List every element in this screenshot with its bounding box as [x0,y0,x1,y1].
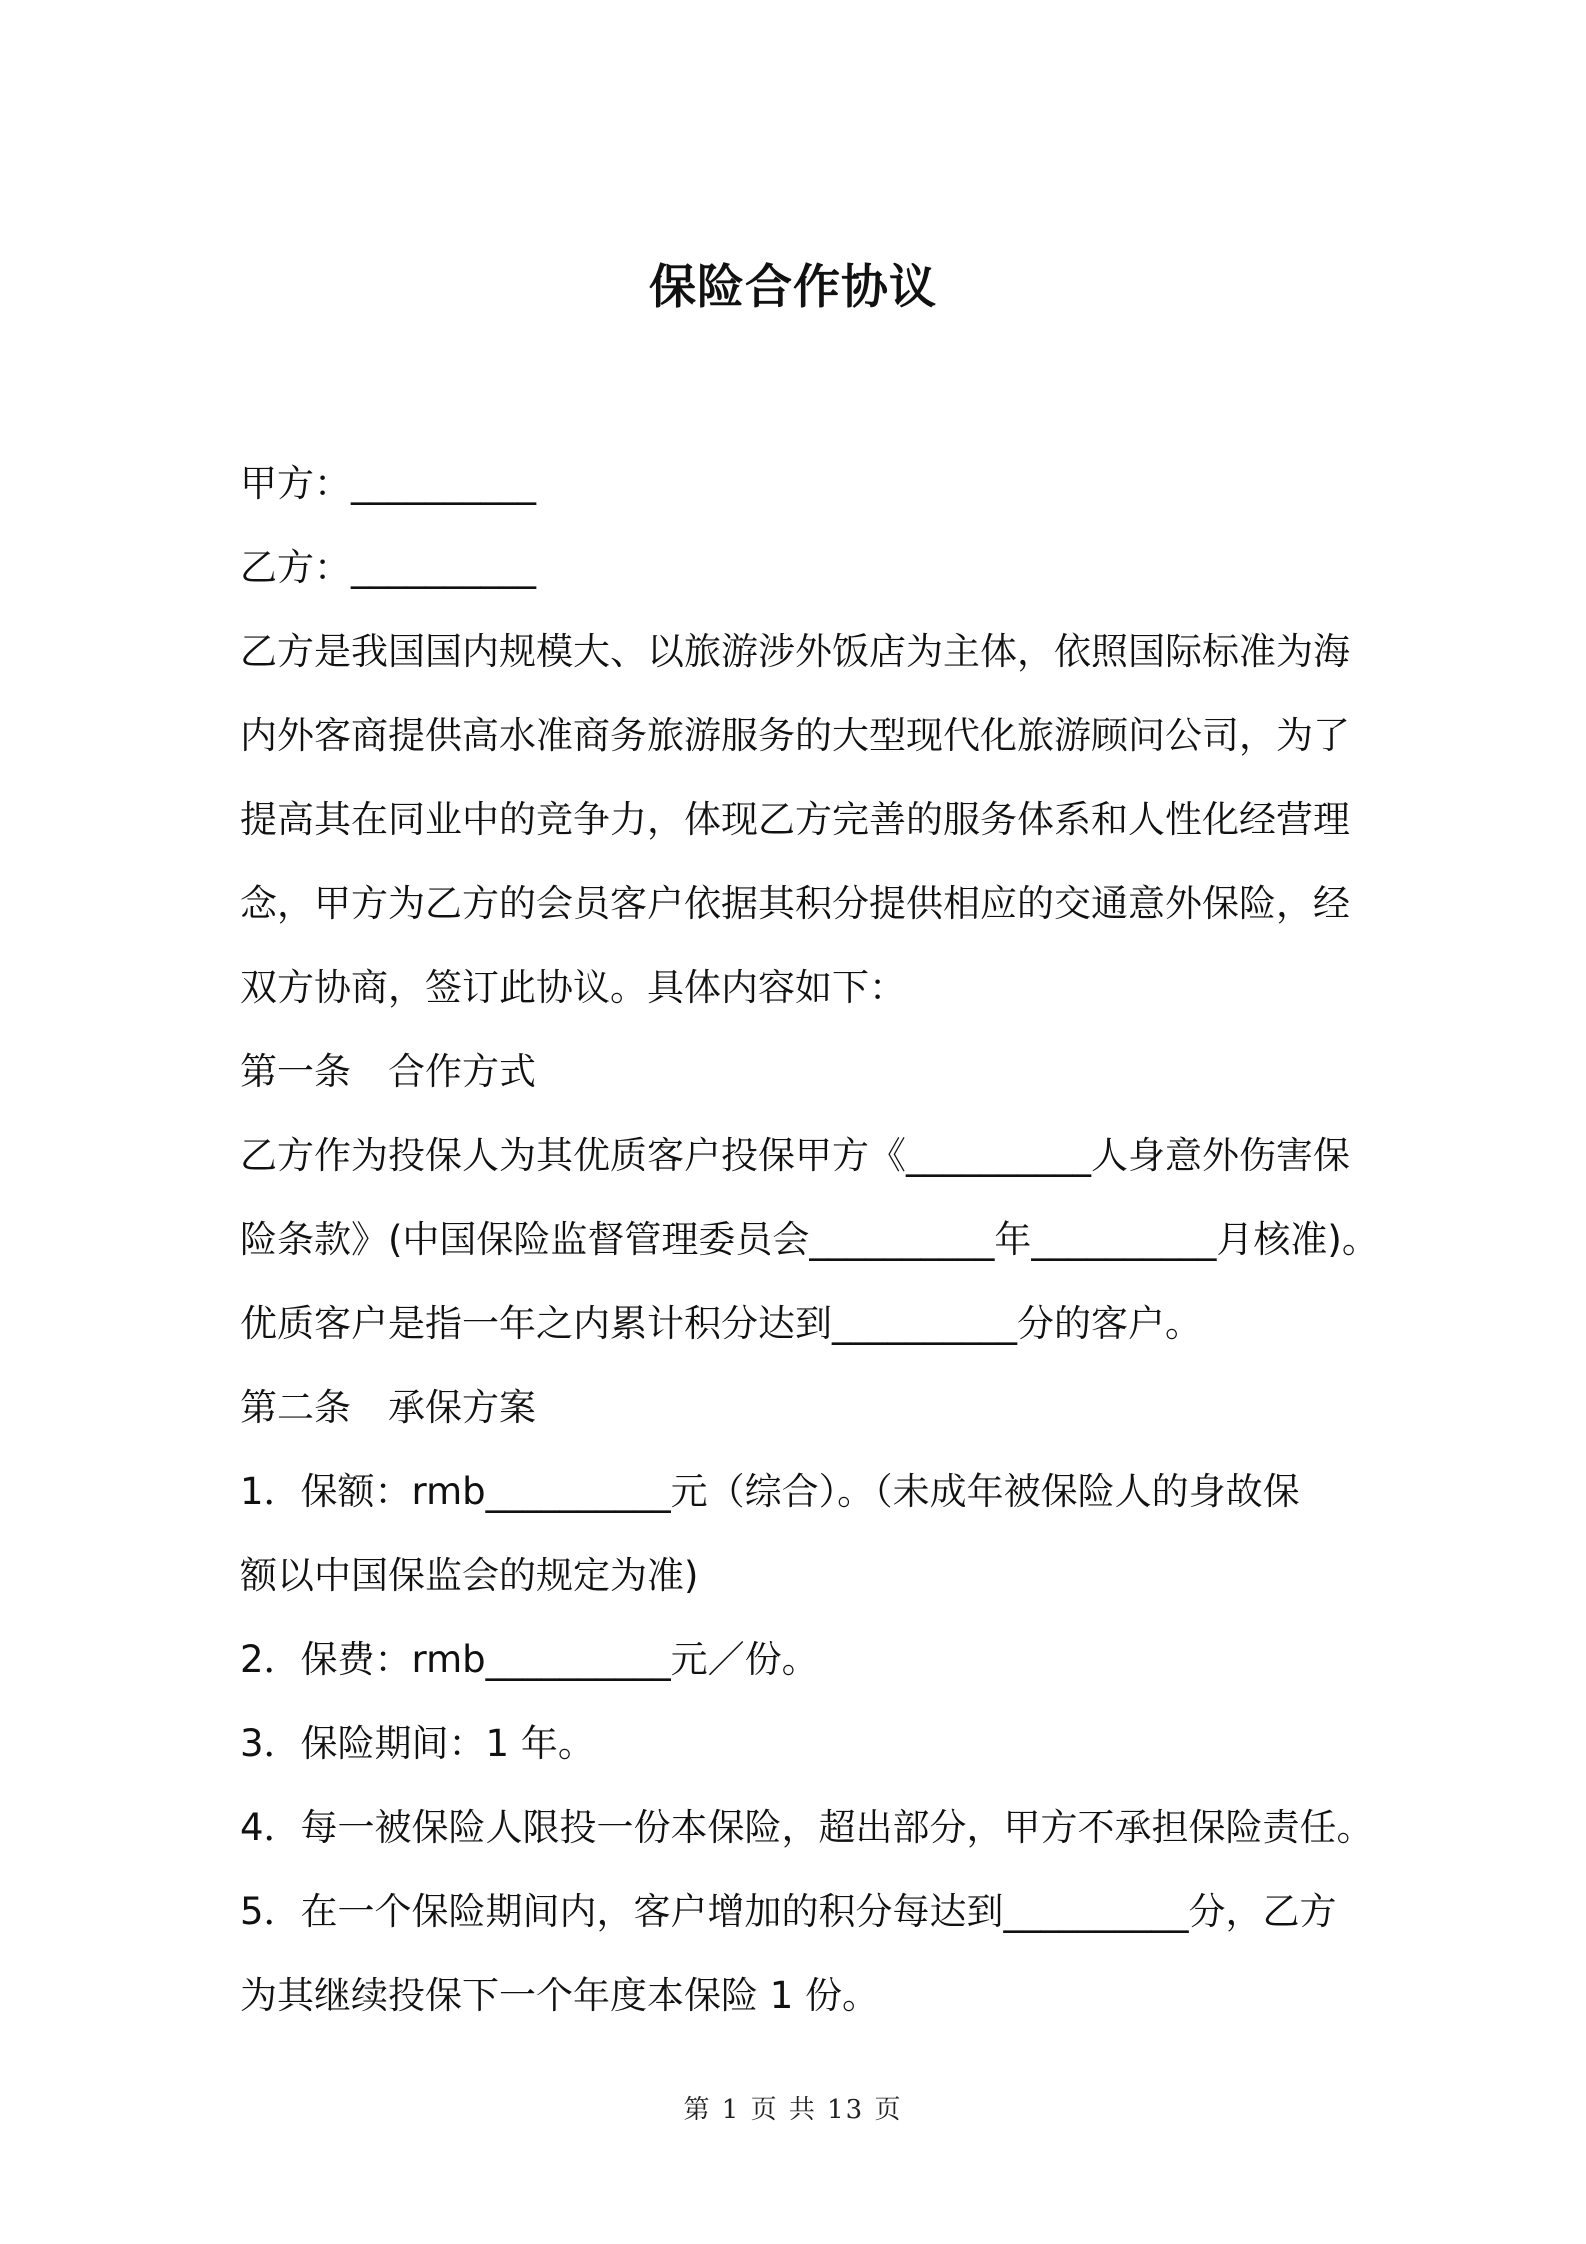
clause-1-line-1: 1．保额：rmb__________元（综合）。（未成年被保险人的身故保 [240,1470,1300,1513]
document-title: 保险合作协议 [649,260,937,315]
clause-3-line: 3．保险期间：1 年。 [240,1722,595,1765]
intro-line-1: 乙方是我国国内规模大、以旅游涉外饭店为主体，依照国际标准为海 [240,630,1350,673]
intro-line-2: 内外客商提供高水准商务旅游服务的大型现代化旅游顾问公司，为了 [240,714,1350,757]
article-2-heading: 第二条 承保方案 [240,1386,536,1429]
clause-5-line-2: 为其继续投保下一个年度本保险 1 份。 [240,1974,880,2017]
article-1-heading: 第一条 合作方式 [240,1050,536,1093]
clause-5-line-1: 5．在一个保险期间内，客户增加的积分每达到__________分，乙方 [240,1890,1337,1933]
clause-4-line: 4．每一被保险人限投一份本保险，超出部分，甲方不承担保险责任。 [240,1806,1374,1849]
article-1-line-1: 乙方作为投保人为其优质客户投保甲方《__________人身意外伤害保 [240,1134,1350,1177]
clause-2-line: 2．保费：rmb__________元／份。 [240,1638,819,1681]
intro-line-3: 提高其在同业中的竞争力，体现乙方完善的服务体系和人性化经营理 [240,798,1350,841]
document-body [240,442,1380,2038]
article-1-line-3: 优质客户是指一年之内累计积分达到__________分的客户。 [240,1302,1202,1345]
article-1-line-2: 险条款》(中国保险监督管理委员会__________年__________月核准)。 [240,1218,1379,1261]
page-footer: 第 1 页 共 13 页 [683,2095,903,2125]
intro-line-5: 双方协商，签订此协议。具体内容如下： [240,966,906,1009]
party-a-line: 甲方：__________ [240,462,536,505]
intro-line-4: 念，甲方为乙方的会员客户依据其积分提供相应的交通意外保险，经 [240,882,1350,925]
clause-1-line-2: 额以中国保监会的规定为准) [240,1554,699,1597]
party-b-line: 乙方：__________ [240,546,536,589]
